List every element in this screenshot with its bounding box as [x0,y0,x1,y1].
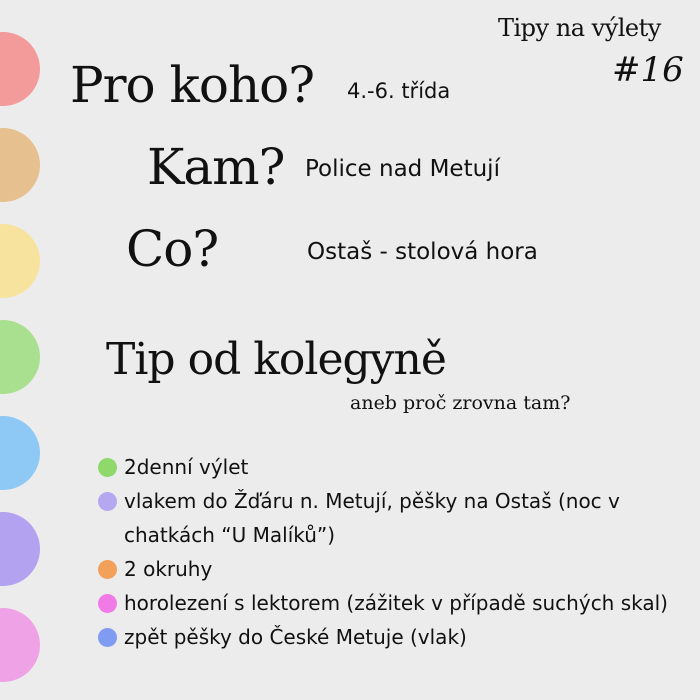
question-where: Kam? [147,138,285,196]
list-item-text: 2denní výlet [124,455,249,479]
bullet-dot [98,458,117,477]
decor-circle-yellow [0,224,40,298]
list-item [98,620,678,654]
list-item-text: zpět pěšky do České Metuje (vlak) [124,625,467,649]
bullet-dot [98,560,117,579]
bullet-dot [98,594,117,613]
decor-circle-tan [0,128,40,202]
answer-who: 4.-6. třída [347,79,451,103]
series-number: #16 [612,50,684,90]
list-item-text: 2 okruhy [124,557,213,581]
question-what: Co? [126,220,219,278]
question-who: Pro koho? [70,56,315,114]
list-item [98,484,678,552]
series-title: Tipy na výlety [498,14,661,42]
decor-circle-blue [0,416,40,490]
list-item [98,552,678,586]
bullet-dot [98,492,117,511]
decor-circle-pink [0,608,40,682]
decor-circle-red [0,32,40,106]
tip-title: Tip od kolegyně [106,334,446,385]
tip-list [98,450,678,654]
decor-circle-green [0,320,40,394]
answer-where: Police nad Metují [305,156,500,182]
bullet-dot [98,628,117,647]
decor-circle-violet [0,512,40,586]
answer-what: Ostaš - stolová hora [307,239,538,265]
list-item-text: vlakem do Žďáru n. Metují, pěšky na Ostaš (noc v chatkách “U Malíků”) [124,489,620,547]
list-item [98,450,678,484]
list-item-text: horolezení s lektorem (zážitek v případě suchých skal) [124,591,668,615]
tip-subtitle: aneb proč zrovna tam? [350,392,571,414]
list-item [98,586,678,620]
